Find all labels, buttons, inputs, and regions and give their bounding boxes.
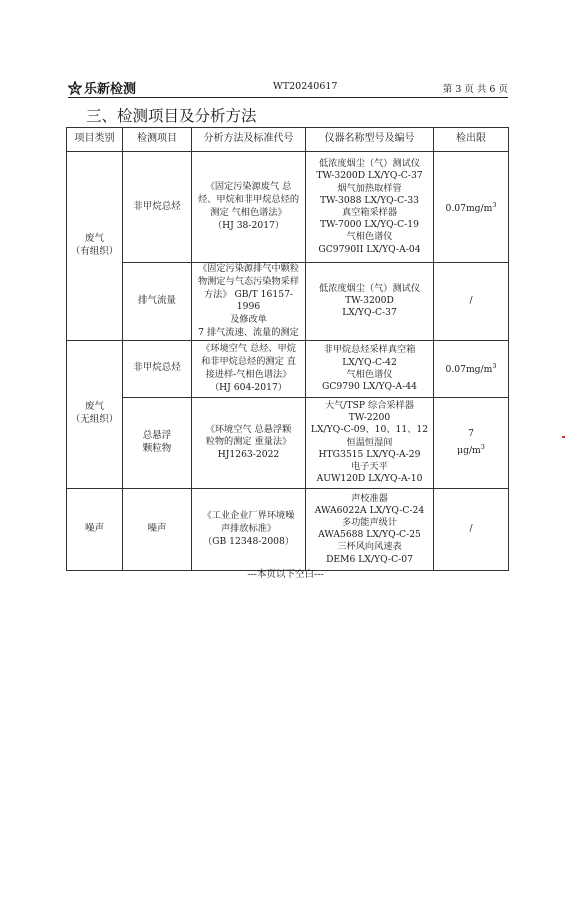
item-line: 总悬浮 [142,429,172,441]
instrument-line: 低浓度烟尘（气）测试仪 [318,283,421,295]
instrument-line: AWA5688 LX/YQ-C-25 [318,529,421,541]
method-cell [192,152,306,263]
instrument-line: 三杯风向风速表 [337,541,402,553]
limit-cell [434,397,509,488]
method-line: HJ1263-2022 [217,449,280,461]
instrument-line: 烟气加热取样管 [337,182,402,194]
method-cell [192,263,306,341]
instrument-line: 多功能声级计 [341,517,398,529]
method-line: 和非甲烷总烃的测定 直 [201,355,296,367]
table-header-row [67,128,509,152]
instrument-line: 声校准器 [351,492,388,504]
margin-mark [562,436,565,438]
instrument-line: 恒温恒湿间 [346,436,393,448]
instrument-line: TW-3200D [345,295,394,307]
instrument-cell [306,263,434,341]
method-cell [192,340,306,397]
limit-cell [434,340,509,397]
instrument-line: GC9790 LX/YQ-A-44 [322,380,417,392]
limit-value: / [469,522,473,534]
header-category: 项目类别 [67,128,123,152]
category-line: （有组织） [70,245,119,257]
instrument-line: 气相色谱仪 [346,231,393,243]
method-line: 声排放标准》 [220,522,277,534]
item-cell [123,263,192,341]
method-line: 《工业企业厂界环境噪 [202,510,295,522]
instrument-line: 电子天平 [351,461,388,473]
instrument-line: 真空箱采样器 [341,207,398,218]
limit-cell [434,488,509,570]
method-line: 接进样-气相色谱法》 [205,368,292,380]
table-row [67,152,509,263]
header-instrument: 仪器名称型号及编号 [306,128,434,152]
category-line: 废气 [84,401,104,413]
limit-superscript: 3 [492,362,497,371]
item-cell [123,397,192,488]
instrument-line: 大气/TSP 综合采样器 [325,400,414,412]
item-cell [123,152,192,263]
instrument-line: TW-3200D LX/YQ-C-37 [316,170,423,182]
category-line: 废气 [84,233,104,245]
method-line: 《固定污染源排气中颗粒 [197,263,300,274]
item-line: 排气流量 [137,294,176,306]
logo-text: 乐新检测 [84,82,137,97]
method-line: 及修改单 [230,314,267,326]
instrument-cell [306,397,434,488]
category-cell [67,152,123,341]
company-logo [68,78,136,97]
method-line: 方法》 GB/T 16157-1996 [203,288,294,313]
method-line: 《环境空气 总悬浮颗 [205,423,292,435]
instrument-line: AUW120D LX/YQ-A-10 [316,473,423,485]
item-line: 非甲烷总烃 [133,362,181,374]
methods-table [66,127,509,571]
item-line: 颗粒物 [142,442,172,454]
item-cell [123,488,192,570]
category-line: （无组织） [70,414,119,426]
instrument-line: LX/YQ-C-42 [342,356,397,368]
item-line: 非甲烷总烃 [133,200,181,212]
instrument-line: DEM6 LX/YQ-C-07 [326,553,413,565]
instrument-line: GC9790II LX/YQ-A-04 [318,243,421,255]
limit-value: 0.07mg/m [445,364,493,376]
header-item: 检测项目 [123,128,192,152]
instrument-line: LX/YQ-C-37 [342,307,397,319]
limit-value: 7 [468,427,474,439]
method-line: 《环境空气 总烃、甲烷 [201,343,296,355]
limit-value: / [469,294,473,306]
item-line: 噪声 [147,522,167,534]
table-row [67,340,509,397]
limit-cell [434,263,509,341]
limit-superscript: 3 [480,442,485,451]
section-title: 三、检测项目及分析方法 [86,107,257,125]
instrument-cell [306,340,434,397]
instrument-cell [306,488,434,570]
instrument-line: TW-7000 LX/YQ-C-19 [320,219,419,231]
method-line: 测定 气相色谱法》 [210,207,287,218]
category-cell [67,340,123,488]
table-row [67,263,509,341]
method-line: （HJ 604-2017） [209,381,287,393]
blank-below-note: ---本页以下空白--- [247,569,324,580]
logo-star-icon [68,81,82,95]
method-line: （HJ 38-2017） [212,219,285,231]
table-row [67,397,509,488]
method-line: （GB 12348-2008） [202,535,295,547]
instrument-line: LX/YQ-C-09、10、11、12 [310,424,429,436]
method-line: 烃、甲烷和非甲烷总烃的 [197,194,300,206]
header-divider [68,97,508,98]
method-line: 粒物的测定 重量法》 [205,436,292,448]
instrument-line: TW-3088 LX/YQ-C-33 [320,194,419,206]
limit-value: 0.07mg/m [445,202,493,214]
page-header [68,78,508,98]
category-cell [67,488,123,570]
header-method: 分析方法及标准代号 [192,128,306,152]
method-line: 7 排气流速、流量的测定 [198,326,299,338]
table-row [67,488,509,570]
instrument-line: 非甲烷总烃采样真空箱 [323,344,416,356]
instrument-line: HTG3515 LX/YQ-A-29 [318,448,421,460]
instrument-line: AWA6022A LX/YQ-C-24 [314,504,425,516]
limit-superscript: 3 [492,200,497,209]
instrument-cell [306,152,434,263]
category-line: 噪声 [84,522,104,534]
limit-unit: μg/m [457,444,481,456]
limit-cell [434,152,509,263]
header-limit: 检出限 [434,128,509,152]
report-number: WT20240617 [273,81,338,92]
page-number: 第 3 页 共 6 页 [442,84,508,95]
instrument-line: TW-2200 [348,412,391,424]
item-cell [123,340,192,397]
method-line: 《固定污染源废气 总 [205,181,292,193]
instrument-line: 低浓度烟尘（气）测试仪 [318,158,421,170]
method-line: 物测定与气态污染物采样 [197,275,300,287]
instrument-line: 气相色谱仪 [346,368,393,380]
method-cell [192,488,306,570]
method-cell [192,397,306,488]
